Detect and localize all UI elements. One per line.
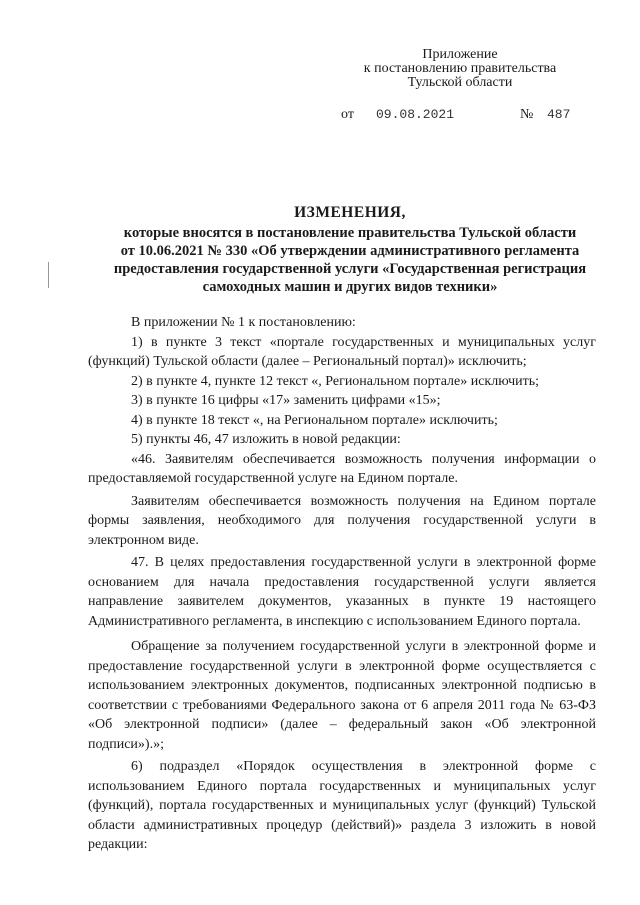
paragraph: 1) в пункте 3 текст «портале государственных и муниципальных услуг (функций) Тульской области (далее – Региональный портал)» исключить; [88, 334, 596, 369]
document-body [88, 313, 596, 855]
title-line: самоходных машин и других видов техники» [202, 279, 498, 295]
appendix-line: Приложение [422, 47, 498, 62]
number-value: 487 [547, 107, 571, 122]
paragraph: 4) в пункте 18 текст «, на Региональном портале» исключить; [131, 412, 498, 428]
title-line: предоставления государственной услуги «Государственная регистрация [113, 261, 587, 277]
paragraph: 3) в пункте 16 цифры «17» заменить цифрами «15»; [131, 393, 441, 408]
paragraph: 6) подраздел «Порядок осуществления в электронной форме с использованием Единого портала государственных и муниципальных услуг (функций), портала государственных и муниципальных услуг (функций) Тульской области административных процедур (действий)» раздела 3 изложить в новой редакции: [88, 759, 596, 852]
paragraph: 5) пункты 46, 47 изложить в новой редакции: [131, 432, 401, 447]
margin-mark [48, 262, 49, 288]
date-label: от [341, 107, 354, 122]
document-title [80, 204, 620, 296]
appendix-line: к постановлению правительства [363, 61, 557, 76]
title-line: от 10.06.2021 № 330 «Об утверждении административного регламента [120, 243, 580, 259]
paragraph: В приложении № 1 к постановлению: [131, 315, 356, 330]
date-value: 09.08.2021 [376, 107, 455, 122]
appendix-line: Тульской области [407, 75, 513, 90]
paragraph: 2) в пункте 4, пункте 12 текст «, Региональном портале» исключить; [131, 373, 540, 389]
number-label: № [520, 107, 534, 122]
paragraph: Обращение за получением государственной услуги в электронной форме и предоставление государственной услуги в электронной форме осуществляется с использованием электронных документов, подписанных электронной подписью в соответствии с требованиями Федерального закона от 6 апреля 2011 года № 63-ФЗ «Об электронной подписи» (далее – федеральный закон «Об электронной подписи»).»; [88, 639, 596, 752]
title-main: ИЗМЕНЕНИЯ, [294, 204, 406, 221]
appendix-block [340, 48, 580, 90]
paragraph: 47. В целях предоставления государственной услуги в электронной форме основанием для начала предоставления государственной услуги является направление заявителем документов, указанных в пункте 19 настоящего Административного регламента, в инспекцию с использованием Единого портала. [88, 555, 596, 629]
title-line: которые вносятся в постановление правительства Тульской области [123, 225, 577, 241]
paragraph: Заявителям обеспечивается возможность получения на Едином портале формы заявления, необходимого для получения государственной услуги в электронном виде. [88, 493, 596, 548]
paragraph: «46. Заявителям обеспечивается возможность получения информации о предоставляемой государственной услуге на Едином портале. [88, 451, 596, 486]
